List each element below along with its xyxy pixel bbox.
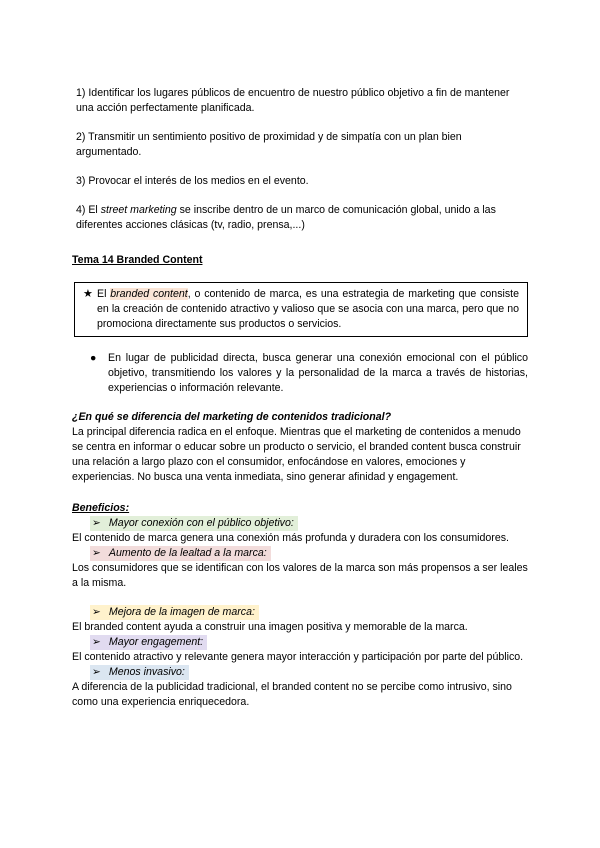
box-highlight: branded content (110, 288, 188, 300)
benefit-text-3: El branded content ayuda a construir una imagen positiva y memorable de la marca. (72, 621, 468, 633)
benefit-heading-4: ➢ Mayor engagement: (90, 635, 207, 650)
benefit-text-2: Los consumidores que se identifican con los valores de la marca son más propensos a ser leales a la misma. (72, 562, 528, 589)
star-icon: ★ (83, 288, 93, 300)
benefit-heading-1: ➢ Mayor conexión con el público objetivo: (90, 516, 298, 531)
list-item-3: 3) Provocar el interés de los medios en el evento. (76, 175, 309, 187)
benefit-text-1: El contenido de marca genera una conexión más profunda y duradera con los consumidores. (72, 532, 509, 544)
question-text: La principal diferencia radica en el enfoque. Mientras que el marketing de contenidos a menudo se centra en informar o educar sobre un producto o servicio, el branded content busca construir una relación a largo plazo con el consumidor, enfocándose en valores, emociones y experiencias. No busca una venta inmediata, sino generar afinidad y engagement. (72, 426, 521, 483)
arrow-icon: ➢ (92, 547, 101, 559)
bullet-text: En lugar de publicidad directa, busca generar una conexión emocional con el público objetivo, transmitiendo los valores y la personalidad de la marca a través de historias, experiencias o información relevante. (108, 352, 528, 394)
box-prefix: El (97, 288, 111, 300)
item4-suffix: se inscribe dentro de un marco de comunicación global, unido a las diferentes acciones clásicas (tv, radio, prensa,...) (76, 204, 496, 231)
arrow-icon: ➢ (92, 517, 101, 529)
arrow-icon: ➢ (92, 666, 101, 678)
document-page (72, 86, 528, 710)
arrow-icon: ➢ (92, 606, 101, 618)
item4-prefix: 4) El (76, 204, 101, 216)
question-title: ¿En qué se diferencia del marketing de contenidos tradicional? (72, 411, 392, 423)
bullet-item (72, 351, 528, 396)
definition-box (74, 282, 528, 337)
benefit-heading-3: ➢ Mejora de la imagen de marca: (90, 605, 259, 620)
box-suffix: , o contenido de marca, es una estrategia de marketing que consiste en la creación de contenido atractivo y valioso que se asocia con una marca, pero que no promociona directamente sus productos o servicios. (97, 288, 519, 330)
benefit-heading-2: ➢ Aumento de la lealtad a la marca: (90, 546, 271, 561)
arrow-icon: ➢ (92, 636, 101, 648)
benefit-heading-5: ➢ Menos invasivo: (90, 665, 189, 680)
section-heading: Tema 14 Branded Content (72, 254, 203, 266)
benefit-text-4: El contenido atractivo y relevante genera mayor interacción y participación por parte del público. (72, 651, 524, 663)
bullet-dot-icon: ● (90, 352, 97, 364)
item4-italic: street marketing (100, 204, 177, 216)
list-item-2: 2) Transmitir un sentimiento positivo de proximidad y de simpatía con un plan bien argumentado. (76, 131, 462, 158)
benefits-title: Beneficios: (72, 502, 130, 514)
benefit-text-5: A diferencia de la publicidad tradicional, el branded content no se percibe como intrusivo, sino como una experiencia enriquecedora. (72, 681, 512, 708)
list-item-1: 1) Identificar los lugares públicos de encuentro de nuestro público objetivo a fin de mantener una acción perfectamente planificada. (76, 87, 510, 114)
list-item-4 (72, 203, 528, 233)
